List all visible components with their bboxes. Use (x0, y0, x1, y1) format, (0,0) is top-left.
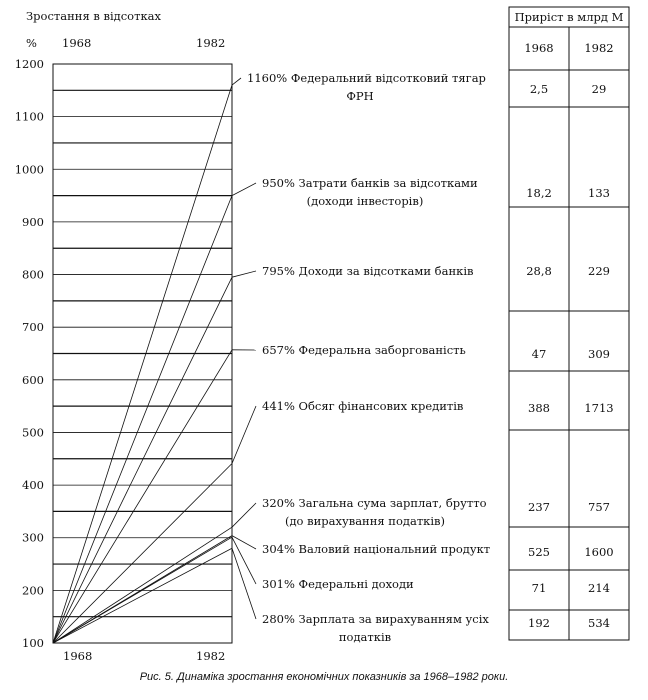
series-name-line: Валовий національний продукт (298, 542, 491, 556)
y-tick-label: 1100 (14, 109, 44, 124)
series-label (262, 399, 463, 413)
series-line (53, 350, 232, 643)
table-cell: 229 (588, 264, 610, 278)
series-name-line: (доходи інвесторів) (306, 194, 424, 208)
series-pct-label: 1160% (247, 71, 291, 85)
series-name-line: Федеральна заборгованість (298, 343, 466, 357)
table-cell: 757 (588, 500, 610, 514)
table-cell: 525 (528, 545, 550, 559)
series-label (262, 343, 466, 357)
series-line (53, 85, 232, 643)
label-connector (232, 406, 256, 464)
table-cell: 133 (588, 186, 610, 200)
table-cell: 71 (531, 581, 547, 595)
table-cell: 534 (588, 616, 610, 630)
label-connector (232, 548, 256, 619)
y-tick-label: 1000 (14, 162, 44, 177)
table-cell: 47 (531, 347, 547, 361)
series-pct-label: 657% (262, 343, 299, 357)
series-pct-label: 320% (262, 496, 299, 510)
label-connector (232, 271, 256, 277)
plot-area (53, 64, 232, 643)
table-cell: 214 (588, 581, 610, 595)
label-connector (232, 78, 241, 85)
series-name-line: Затрати банків за відсотками (298, 176, 478, 190)
growth-table (509, 7, 629, 640)
series-pct-label: 301% (262, 577, 299, 591)
label-connector (232, 183, 256, 196)
series-pct-label: 280% (262, 612, 299, 626)
table-cell: 237 (528, 500, 550, 514)
figure-caption: Рис. 5. Динаміка зростання економічних показників за 1968–1982 роки. (139, 671, 509, 683)
table-title: Приріст в млрд М (514, 10, 624, 24)
table-col-header: 1982 (584, 41, 614, 55)
y-tick-label: 200 (22, 583, 44, 598)
series-label (262, 612, 489, 626)
series-line (53, 196, 232, 643)
series-label (262, 577, 414, 591)
series-name-line: Обсяг фінансових кредитів (298, 399, 464, 413)
series-label (262, 496, 487, 510)
series-label (247, 71, 486, 85)
series-label (262, 176, 478, 190)
y-tick-label: 300 (22, 530, 44, 545)
x-bottom-end-label: 1982 (196, 649, 226, 663)
y-tick-label: 500 (22, 425, 44, 440)
table-cell: 1600 (584, 545, 614, 559)
label-connector (232, 537, 256, 584)
y-axis-unit: % (26, 36, 37, 50)
series-name-line: (до вирахування податків) (284, 514, 446, 528)
table-cell: 1713 (584, 401, 614, 415)
x-bottom-start-label: 1968 (63, 649, 93, 663)
y-tick-label: 800 (22, 267, 44, 282)
label-connector (232, 503, 256, 527)
label-connector (232, 536, 256, 549)
series-label (262, 542, 490, 556)
series-pct-label: 795% (262, 264, 299, 278)
series-line (53, 277, 232, 643)
y-tick-label: 600 (22, 372, 44, 387)
series-lines (53, 78, 256, 643)
series-name-line: Зарплата за вирахуванням усіх (298, 612, 489, 626)
y-tick-label: 1200 (14, 57, 44, 71)
series-name-line: ФРН (346, 89, 374, 103)
y-tick-label: 700 (22, 320, 44, 335)
table-cell: 29 (591, 82, 607, 96)
series-line (53, 548, 232, 643)
series-label (262, 264, 473, 278)
y-tick-label: 100 (22, 636, 44, 650)
table-col-header: 1968 (524, 41, 554, 55)
x-top-start-label: 1968 (62, 36, 92, 50)
table-cell: 18,2 (526, 186, 552, 200)
y-axis-ticks (15, 57, 44, 650)
x-top-end-label: 1982 (196, 36, 226, 50)
series-pct-label: 950% (262, 176, 299, 190)
y-tick-label: 900 (22, 214, 44, 229)
series-name-line: Доходи за відсотками банків (298, 264, 474, 278)
table-cell: 309 (588, 347, 610, 361)
series-labels (247, 71, 490, 644)
table-cell: 192 (528, 616, 550, 630)
chart-title: Зростання в відсотках (26, 9, 161, 23)
table-cell: 2,5 (529, 82, 549, 96)
series-name-line: Загальна сума зарплат, брутто (298, 496, 487, 510)
table-cell: 388 (528, 401, 550, 415)
series-pct-label: 441% (262, 399, 299, 413)
y-tick-label: 400 (22, 478, 44, 493)
series-name-line: податків (338, 630, 392, 644)
series-pct-label: 304% (262, 542, 299, 556)
series-line (53, 527, 232, 643)
series-name-line: Федеральний відсотковий тягар (290, 71, 486, 85)
table-cell: 28,8 (526, 264, 552, 278)
series-name-line: Федеральні доходи (298, 577, 414, 591)
